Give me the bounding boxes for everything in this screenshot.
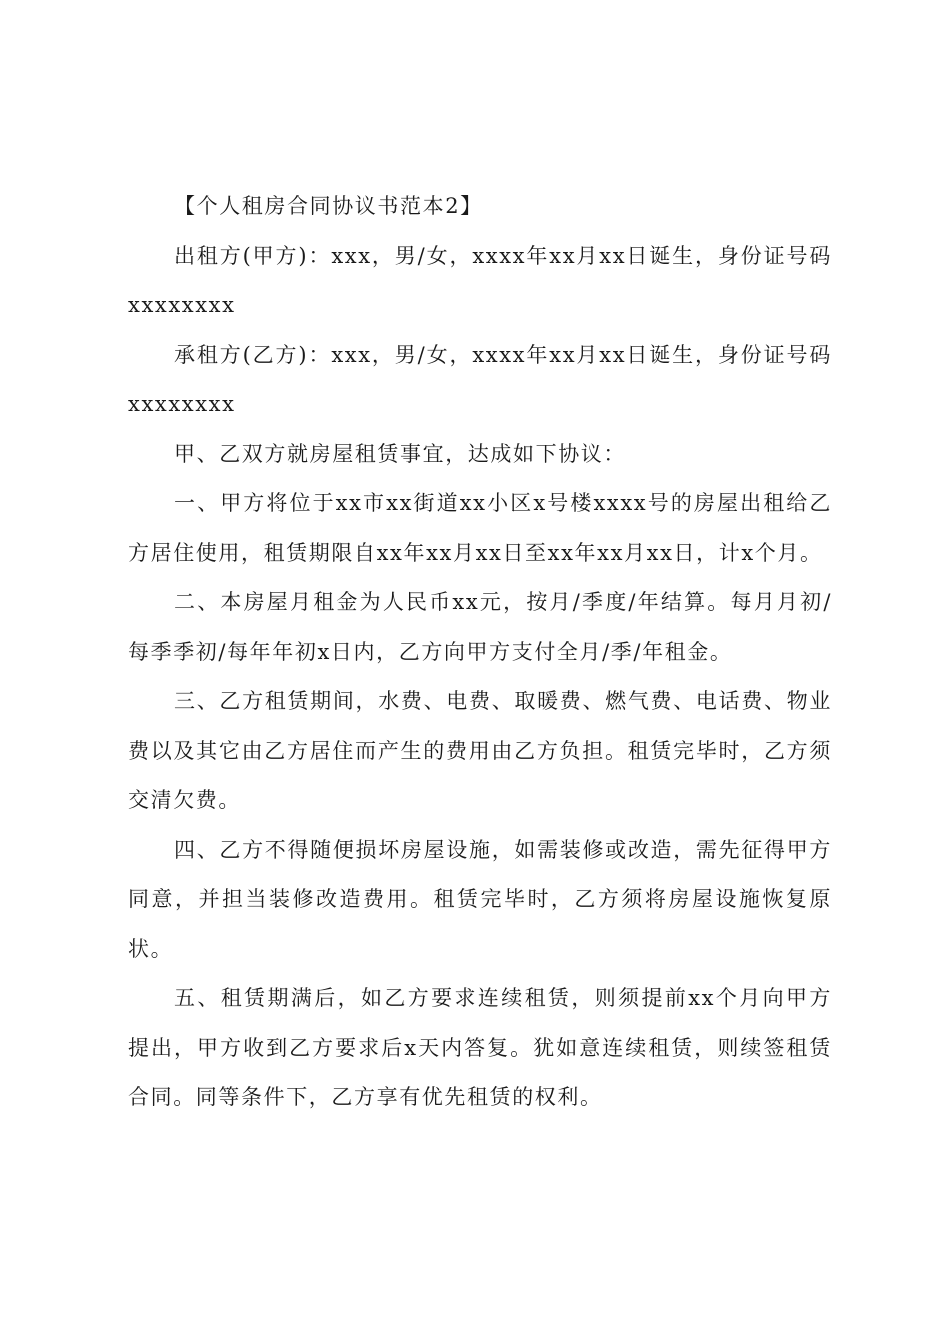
agreement-intro-paragraph: 甲、乙双方就房屋租赁事宜，达成如下协议： xyxy=(174,441,626,466)
document-body xyxy=(128,182,832,1123)
clause-3-paragraph: 三、乙方租赁期间，水费、电费、取暖费、燃气费、电话费、物业费以及其它由乙方居住而产生的费用由乙方负担。租赁完毕时，乙方须交清欠费。 xyxy=(128,689,832,812)
clause-4-paragraph: 四、乙方不得随便损坏房屋设施，如需装修或改造，需先征得甲方同意，并担当装修改造费用。租赁完毕时，乙方须将房屋设施恢复原状。 xyxy=(128,837,832,961)
clause-5-paragraph: 五、租赁期满后，如乙方要求连续租赁，则须提前xx个月向甲方提出，甲方收到乙方要求后x天内答复。犹如意连续租赁，则续签租赁合同。同等条件下，乙方享有优先租赁的权利。 xyxy=(128,986,832,1109)
document-heading: 【个人租房合同协议书范本2】 xyxy=(174,194,483,218)
clause-2-paragraph: 二、本房屋月租金为人民币xx元，按月/季度/年结算。每月月初/每季季初/每年年初x日内，乙方向甲方支付全月/季/年租金。 xyxy=(128,590,832,664)
lessee-paragraph: 承租方(乙方)：xxx，男/女，xxxx年xx月xx日诞生，身份证号码xxxxxxxx xyxy=(128,342,832,416)
lessor-paragraph: 出租方(甲方)：xxx，男/女，xxxx年xx月xx日诞生，身份证号码xxxxxxxx xyxy=(128,243,832,317)
clause-1-paragraph: 一、甲方将位于xx市xx街道xx小区x号楼xxxx号的房屋出租给乙方居住使用，租赁期限自xx年xx月xx日至xx年xx月xx日，计x个月。 xyxy=(128,491,832,565)
